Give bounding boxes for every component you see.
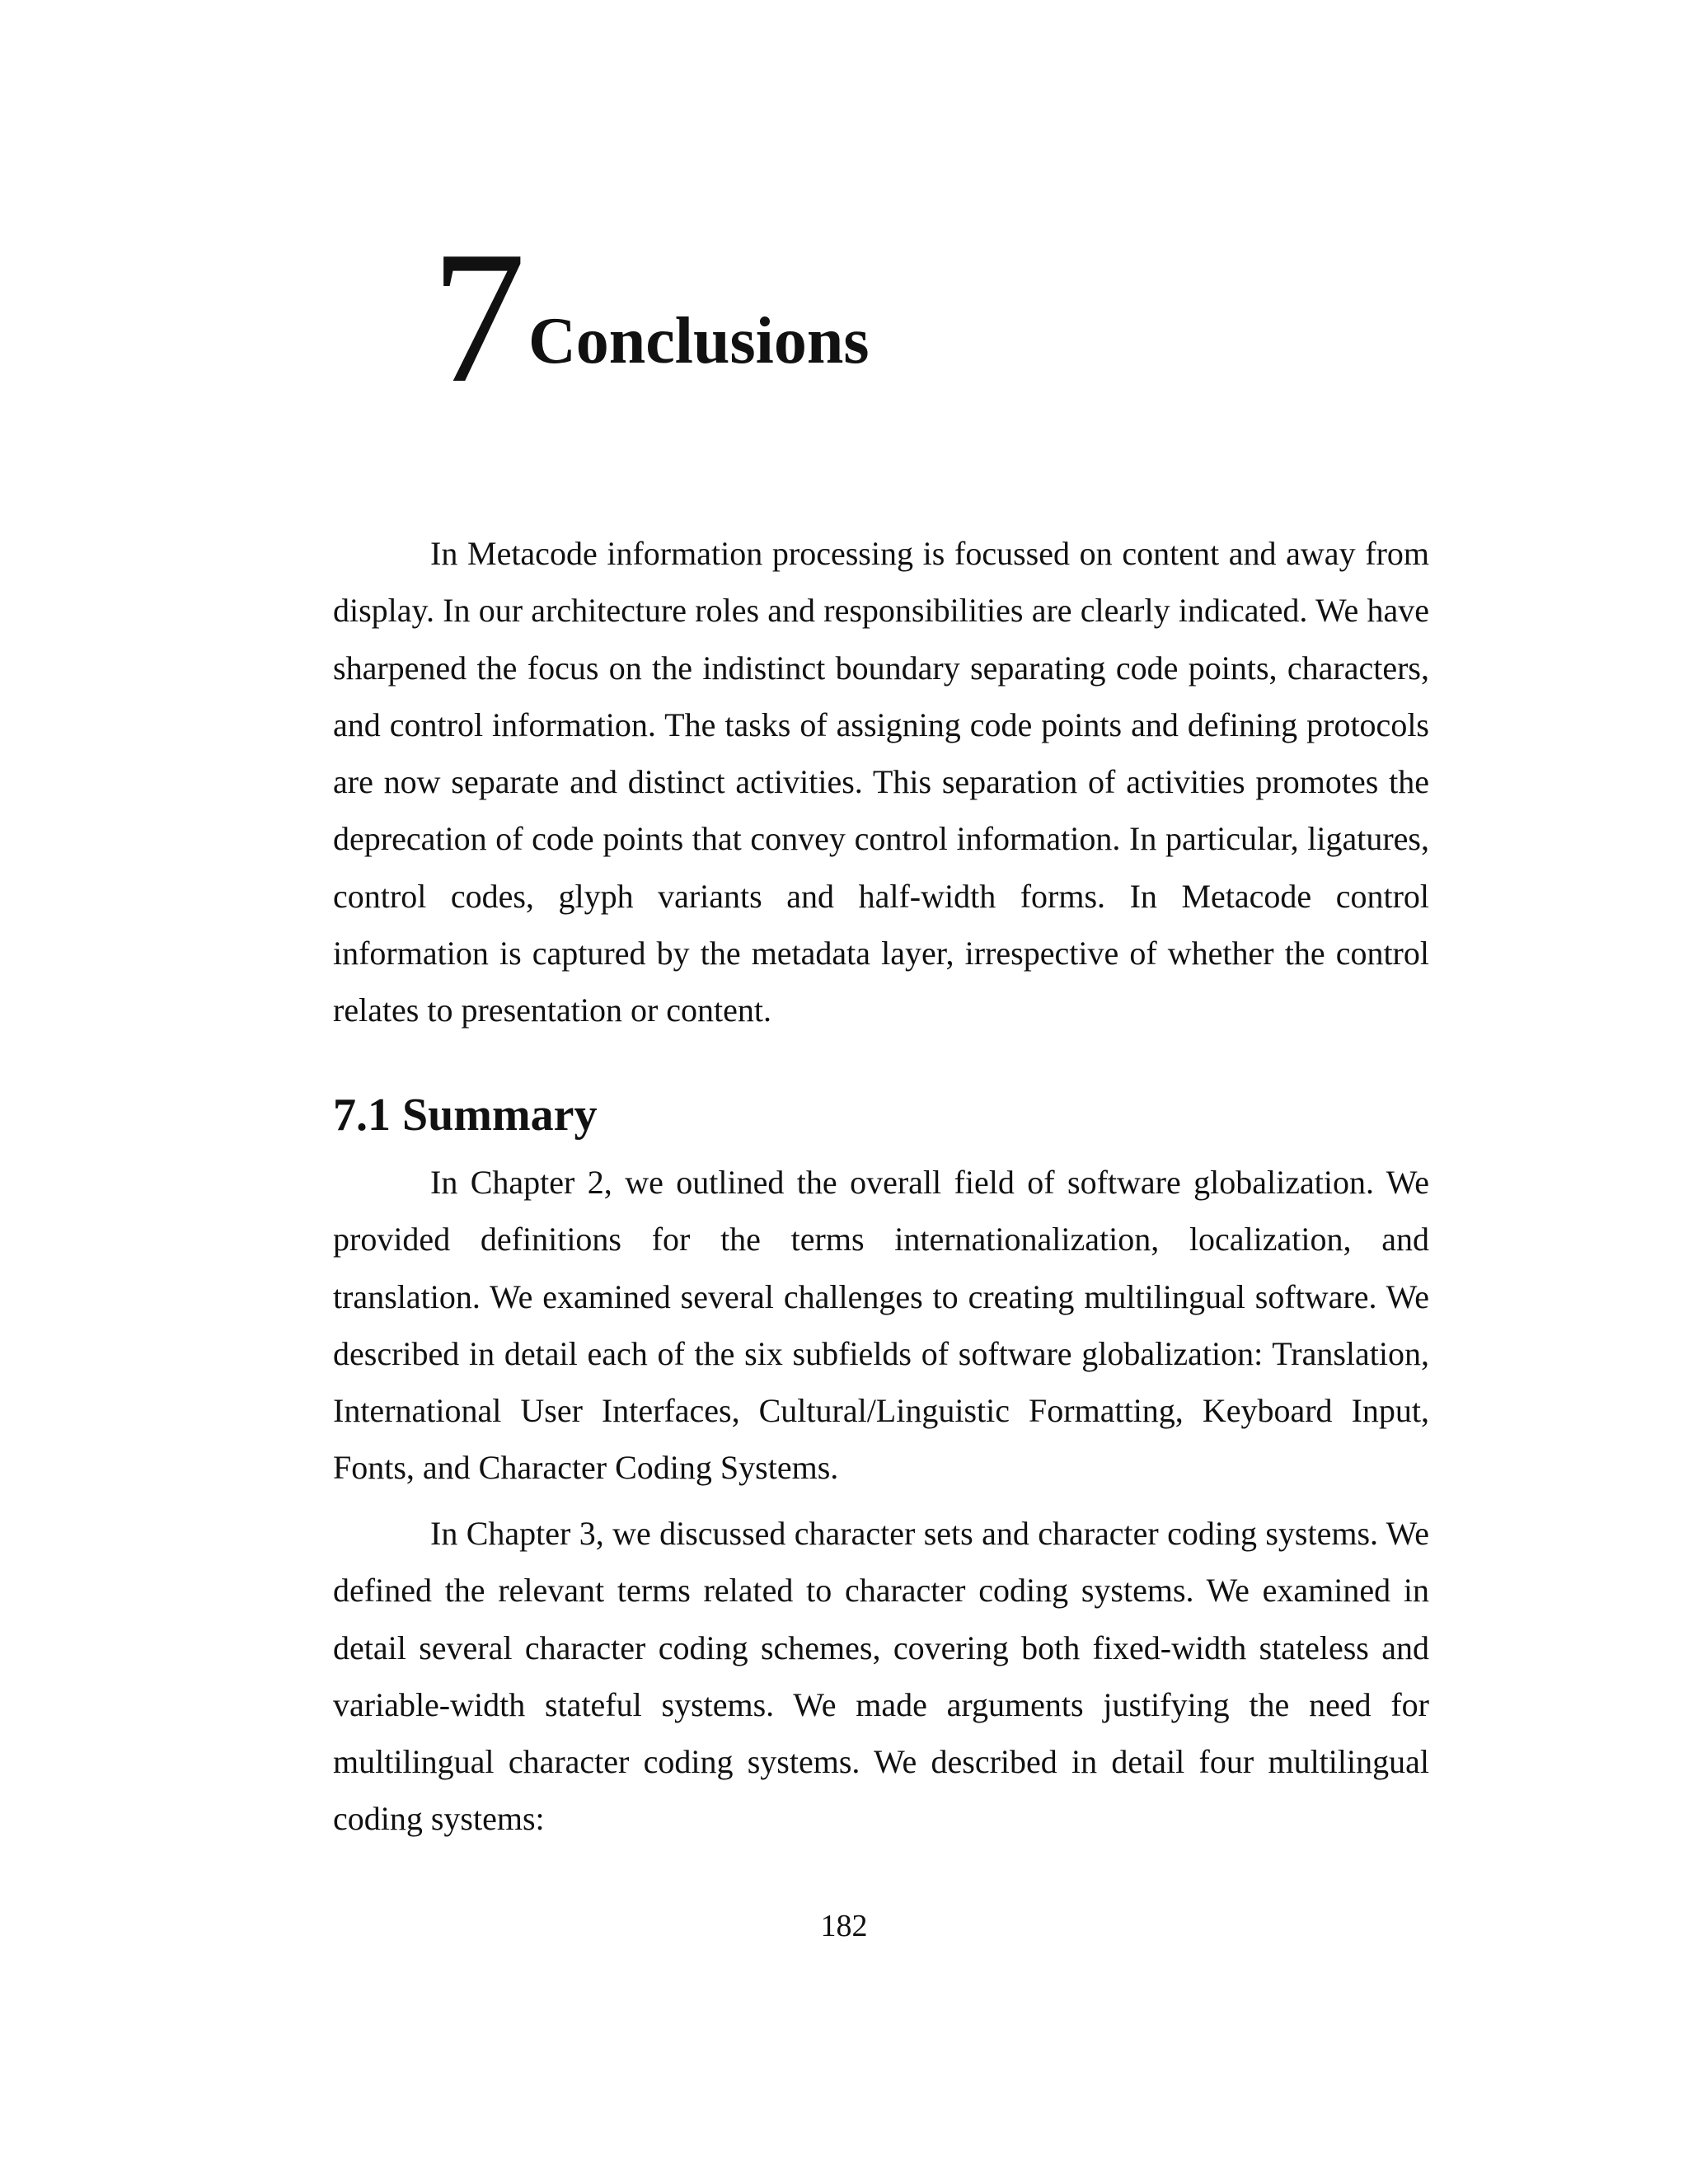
summary-paragraph-chapter-2: In Chapter 2, we outlined the overall field of software globalization. We provided definitions for the terms internationalization, localization, and translation. We examined several challenges to creating multilingual software. We described in detail each of the six subfields of software globalization: Translation, International User Interfaces, Cultural/Linguistic Formatting, Keyboard Input, Fonts, and Character Coding Systems. xyxy=(333,1164,1429,1487)
page-number: 182 xyxy=(820,1909,868,1943)
summary-paragraph-chapter-3: In Chapter 3, we discussed character sets and character coding systems. We defined the relevant terms related to character coding systems. We examined in detail several character coding schemes, covering both fixed-width stateless and variable-width stateful systems. We made arguments justifying the need for multilingual character coding systems. We described in detail four multilingual coding systems: xyxy=(333,1515,1429,1838)
chapter-heading xyxy=(431,212,1503,422)
section-heading: 7.1 Summary xyxy=(333,1090,598,1141)
chapter-number: 7 xyxy=(431,212,526,422)
chapter-title: Conclusions xyxy=(528,305,870,377)
intro-paragraph: In Metacode information processing is focussed on content and away from display. In our architecture roles and responsibilities are clearly indicated. We have sharpened the focus on the indistinct boundary separating code points, characters, and control information. The tasks of assigning code points and defining protocols are now separate and distinct activities. This separation of activities promotes the deprecation of code points that convey control information. In particular, ligatures, control codes, glyph variants and half-width forms. In Metacode control information is captured by the metadata layer, irrespective of whether the control relates to presentation or content. xyxy=(333,535,1429,1029)
